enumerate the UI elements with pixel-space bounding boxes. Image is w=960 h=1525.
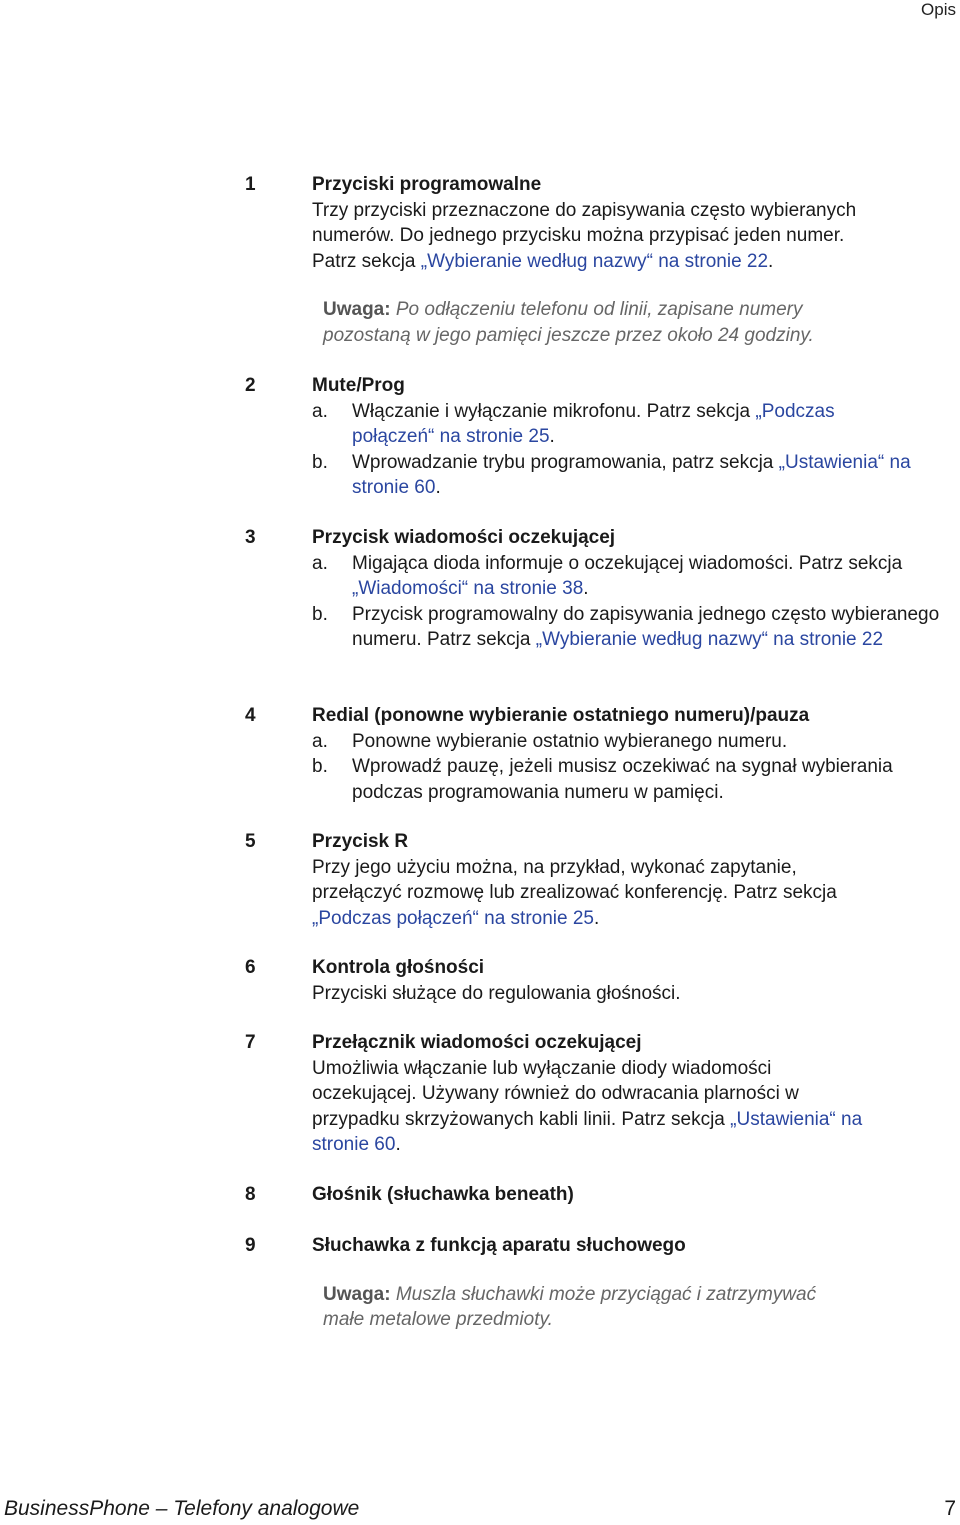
sub-item-a [312,729,957,755]
note-text: pozostaną w jego pamięci jeszcze przez około 24 godziny. [323,324,814,346]
list-item-2 [245,373,957,501]
item-title: Redial (ponowne wybieranie ostatniego numeru)/pauza [312,705,810,726]
item-number: 2 [245,375,256,396]
note-label: Uwaga: [323,1283,391,1305]
item-number: 9 [245,1235,256,1256]
note [323,297,957,348]
list-item-5 [245,829,957,931]
sub-item-b [312,450,960,501]
list-item-8 [245,1182,957,1208]
sub-item-suffix: . [549,426,555,447]
link-podczas-polaczen[interactable]: „Podczas połączeń“ na stronie 25 [352,400,835,447]
item-body-line: Umożliwia włączanie lub wyłączanie diody wiadomości [312,1057,772,1079]
note-text: małe metalowe przedmioty. [323,1309,553,1330]
item-ref-suffix: . [594,907,600,929]
list-item-7 [245,1030,957,1158]
link-ustawienia[interactable]: „Ustawienia“ na [730,1108,863,1130]
item-body: Przyciski służące do regulowania głośności. [312,982,681,1004]
link-podczas-polaczen[interactable]: „Podczas połączeń“ na stronie 25 [312,907,594,929]
list-item-4 [245,703,957,805]
list-item-1 [245,172,957,348]
item-title: Głośnik (słuchawka beneath) [312,1184,574,1205]
link-ustawienia-continued[interactable]: stronie 60 [312,1134,396,1155]
item-number: 6 [245,957,256,978]
sub-item-text: Ponowne wybieranie ostatnio wybieranego numeru. [352,730,788,752]
link-wybieranie-wedlug-nazwy[interactable]: „Wybieranie według nazwy“ na stronie 22 [535,629,884,650]
footer-page-number: 7 [944,1497,956,1520]
note-text: Po odłączeniu telefonu od linii, zapisane numery [390,299,803,320]
item-title: Przyciski programowalne [312,174,542,195]
sub-item-text: Wprowadź pauzę, jeżeli musisz oczekiwać na sygnał wybierania podczas programowania numeru w pamięci. [352,756,893,803]
link-wybieranie-wedlug-nazwy[interactable]: „Wybieranie według nazwy“ na stronie 22 [420,250,769,272]
item-number: 5 [245,831,256,852]
sub-item-suffix: . [435,477,441,498]
note-label: Uwaga: [323,299,391,320]
item-title: Mute/Prog [312,375,405,396]
header-section-title: Opis [921,0,956,19]
item-number: 7 [245,1032,256,1053]
item-number: 1 [245,174,256,195]
item-body-line: Trzy przyciski przeznaczone do zapisywania często wybieranych [312,199,857,221]
item-body-line: Przy jego użyciu można, na przykład, wykonać zapytanie, [312,856,797,878]
item-ref-suffix: . [768,250,774,272]
sub-item-text: Przycisk programowalny do zapisywania jednego często wybieranego numeru. Patrz sekcja [352,603,940,650]
item-title: Przełącznik wiadomości oczekującej [312,1032,642,1053]
sub-item-text: Włączanie i wyłączanie mikrofonu. Patrz sekcja [352,400,756,422]
item-title: Kontrola głośności [312,957,485,978]
sub-item-label: a. [312,400,328,422]
item-ref-prefix: Patrz sekcja [312,250,421,272]
item-number: 3 [245,527,256,548]
sub-item-label: b. [312,603,328,625]
item-body-line: numerów. Do jednego przycisku można przypisać jeden numer. [312,225,845,246]
list-item-9 [245,1233,957,1333]
sub-item-text: Wprowadzanie trybu programowania, patrz sekcja [352,451,779,473]
note [323,1282,957,1333]
sub-item-suffix: . [583,578,589,599]
sub-item-text: Migająca dioda informuje o oczekującej wiadomości. Patrz sekcja [352,552,903,574]
sub-item-b [312,602,960,653]
item-ref-suffix: . [395,1134,401,1155]
note-text: Muszla słuchawki może przyciągać i zatrzymywać [390,1283,817,1305]
item-title: Słuchawka z funkcją aparatu słuchowego [312,1235,686,1256]
item-number: 4 [245,705,256,726]
sub-item-b [312,754,960,805]
sub-item-a [312,551,932,602]
item-title: Przycisk wiadomości oczekującej [312,527,616,548]
sub-item-label: a. [312,552,328,574]
list-item-6 [245,955,957,1006]
item-title: Przycisk R [312,831,409,852]
sub-item-label: b. [312,756,328,777]
item-body-line: oczekującej. Używany również do odwracania plarności w [312,1083,799,1104]
sub-item-label: b. [312,451,328,473]
footer-document-title: BusinessPhone – Telefony analogowe [4,1497,360,1520]
link-wiadomosci[interactable]: „Wiadomości“ na stronie 38 [352,578,584,599]
list-item-3 [245,525,957,653]
sub-item-a [312,399,912,450]
item-ref-prefix: przypadku skrzyżowanych kabli linii. Patrz sekcja [312,1108,731,1130]
item-body-line: przełączyć rozmowę lub zrealizować konferencję. Patrz sekcja [312,882,837,903]
item-number: 8 [245,1184,256,1205]
sub-item-label: a. [312,730,328,752]
link-ustawienia[interactable]: „Ustawienia“ na stronie 60 [352,451,911,498]
